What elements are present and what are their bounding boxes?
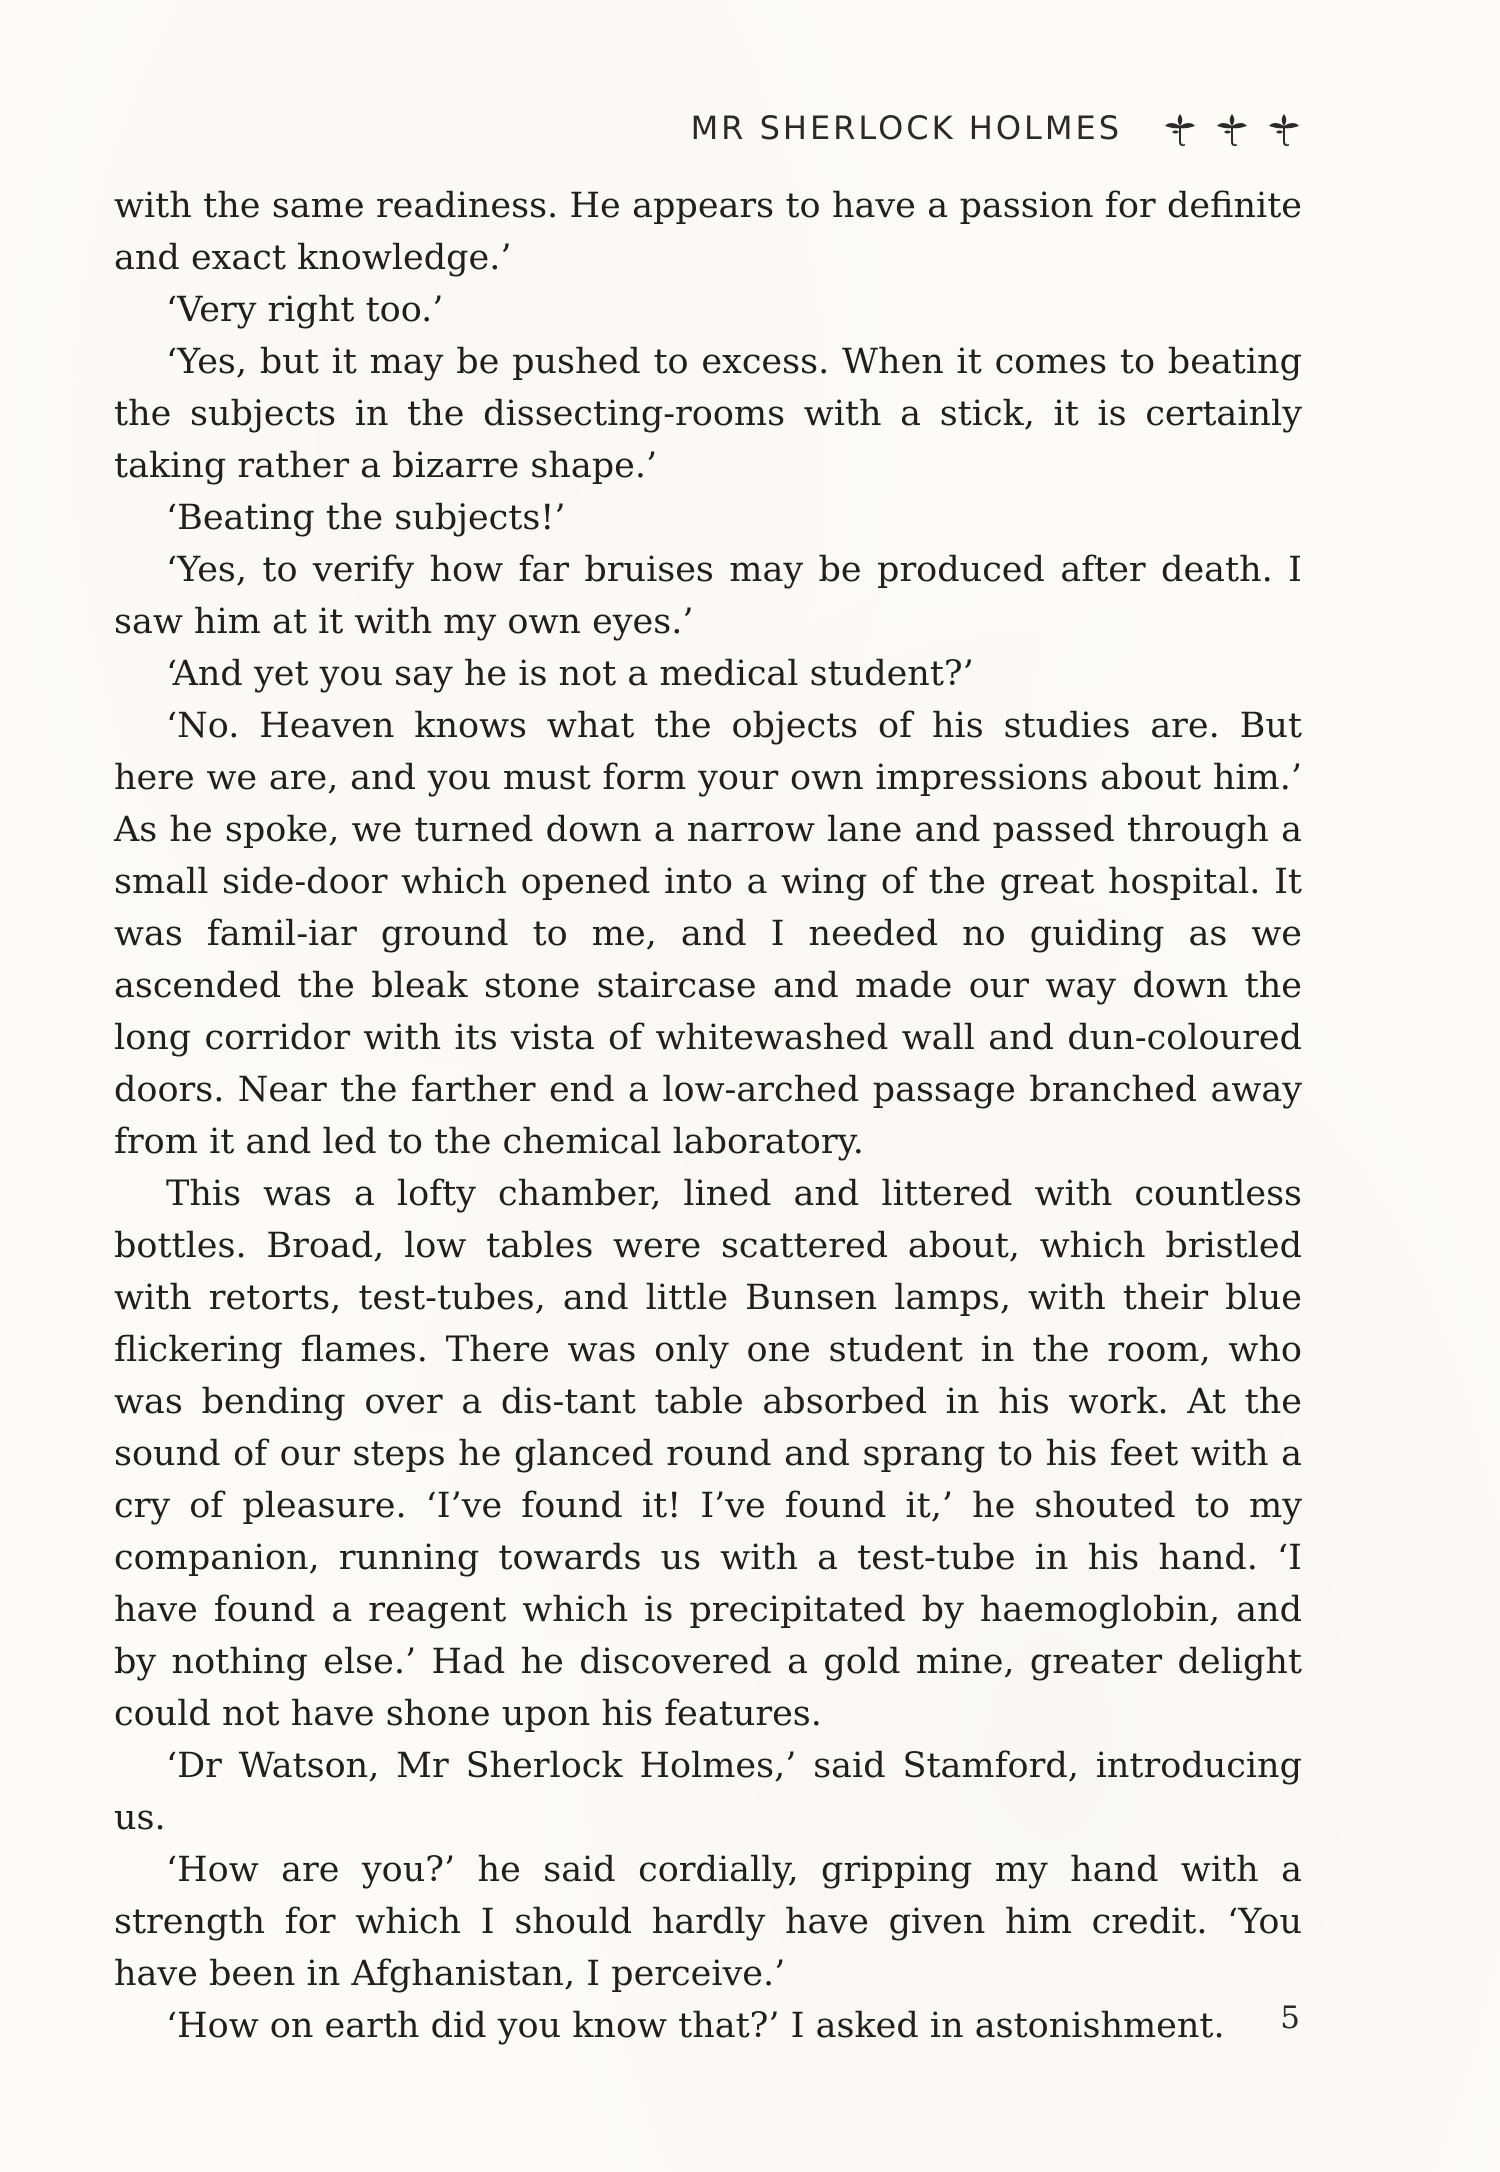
paragraph: ‘How are you?’ he said cordially, gripping my hand with a strength for which I should hardly have given him credit. ‘You have been in Afghanistan, I perceive.’ [114, 1850, 1302, 1994]
paragraph: ‘Dr Watson, Mr Sherlock Holmes,’ said Stamford, introducing us. [114, 1746, 1302, 1838]
fleuron-icon [1212, 108, 1252, 148]
paragraph: ‘Yes, but it may be pushed to excess. When it comes to beating the subjects in the dissecting-rooms with a stick, it is certainly taking rather a bizarre shape.’ [114, 342, 1302, 486]
paragraph: ‘Yes, to verify how far bruises may be produced after death. I saw him at it with my own eyes.’ [114, 550, 1302, 642]
paragraph: with the same readiness. He appears to have a passion for definite and exact knowledge.’ [114, 186, 1302, 278]
paragraph: ‘Beating the subjects!’ [166, 498, 566, 538]
page-number: 5 [1280, 2000, 1300, 2036]
paragraph: ‘No. Heaven knows what the objects of his studies are. But here we are, and you must form your own impressions about him.’ As he spoke, we turned down a narrow lane and passed through a small side-door which opened into a wing of the great hospital. It was famil-iar ground to me, and I needed no guiding as we ascended the bleak stone staircase and made our way down the long corridor with its vista of whitewashed wall and dun-coloured doors. Near the farther end a low-arched passage branched away from it and led to the chemical laboratory. [114, 706, 1302, 1162]
paragraph: ‘How on earth did you know that?’ I asked in astonishment. [166, 2006, 1225, 2046]
paragraph: ‘Very right too.’ [166, 290, 444, 330]
fleuron-icon [1160, 108, 1200, 148]
body-text [114, 180, 1302, 2052]
fleuron-icon [1264, 108, 1304, 148]
running-title: MR SHERLOCK HOLMES [690, 109, 1122, 147]
running-head [691, 108, 1304, 148]
paragraph: ‘And yet you say he is not a medical student?’ [166, 654, 974, 694]
paragraph: This was a lofty chamber, lined and littered with countless bottles. Broad, low tables were scattered about, which bristled with retorts, test-tubes, and little Bunsen lamps, with their blue flickering flames. There was only one student in the room, who was bending over a dis-tant table absorbed in his work. At the sound of our steps he glanced round and sprang to his feet with a cry of pleasure. ‘I’ve found it! I’ve found it,’ he shouted to my companion, running towards us with a test-tube in his hand. ‘I have found a reagent which is precipitated by haemoglobin, and by nothing else.’ Had he discovered a gold mine, greater delight could not have shone upon his features. [114, 1174, 1302, 1734]
